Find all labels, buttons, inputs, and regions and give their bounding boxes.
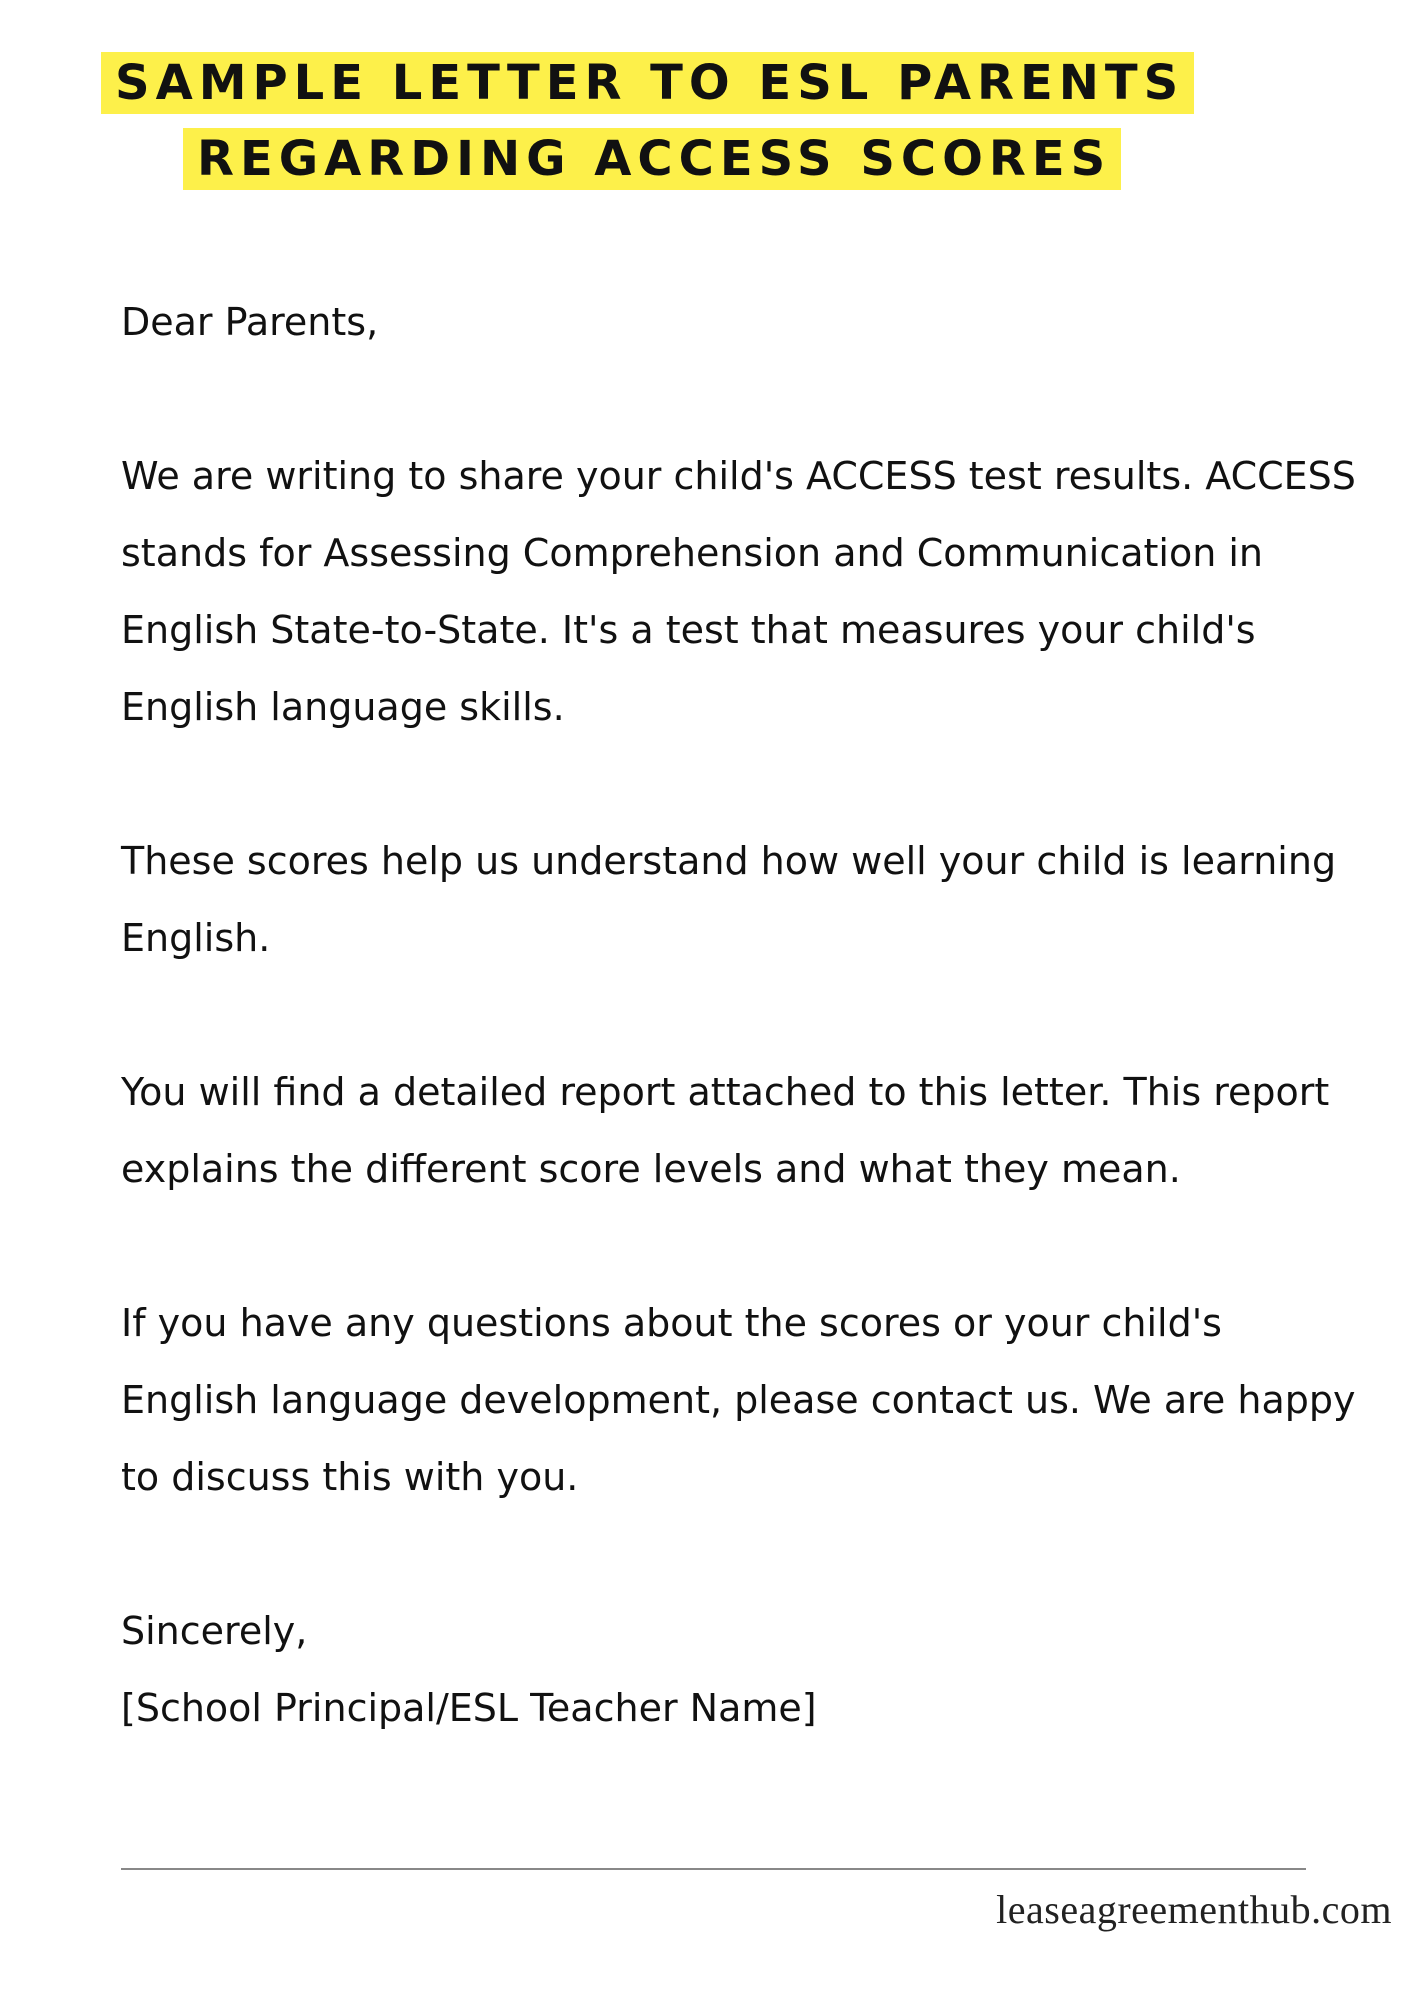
- closing: Sincerely,: [121, 1609, 308, 1653]
- title-line-1: SAMPLE LETTER TO ESL PARENTS: [101, 52, 1194, 114]
- salutation: Dear Parents,: [121, 300, 379, 344]
- footer-divider: [121, 1868, 1306, 1870]
- paragraph-4: If you have any questions about the scores or your child's English language development, please contact us. We are happy to discuss this with you.: [121, 1301, 1356, 1499]
- signature: [School Principal/ESL Teacher Name]: [121, 1686, 817, 1730]
- letter-body: [121, 284, 1361, 1747]
- footer-website: leaseagreementhub.com: [996, 1887, 1392, 1932]
- title-line-2: REGARDING ACCESS SCORES: [183, 128, 1121, 190]
- paragraph-2: These scores help us understand how well your child is learning English.: [121, 839, 1337, 960]
- paragraph-3: You will find a detailed report attached to this letter. This report explains the different score levels and what they mean.: [121, 1070, 1330, 1191]
- paragraph-1: We are writing to share your child's ACCESS test results. ACCESS stands for Assessing Comprehension and Communication in English State-to-State. It's a test that measures your child's English language skills.: [121, 454, 1356, 729]
